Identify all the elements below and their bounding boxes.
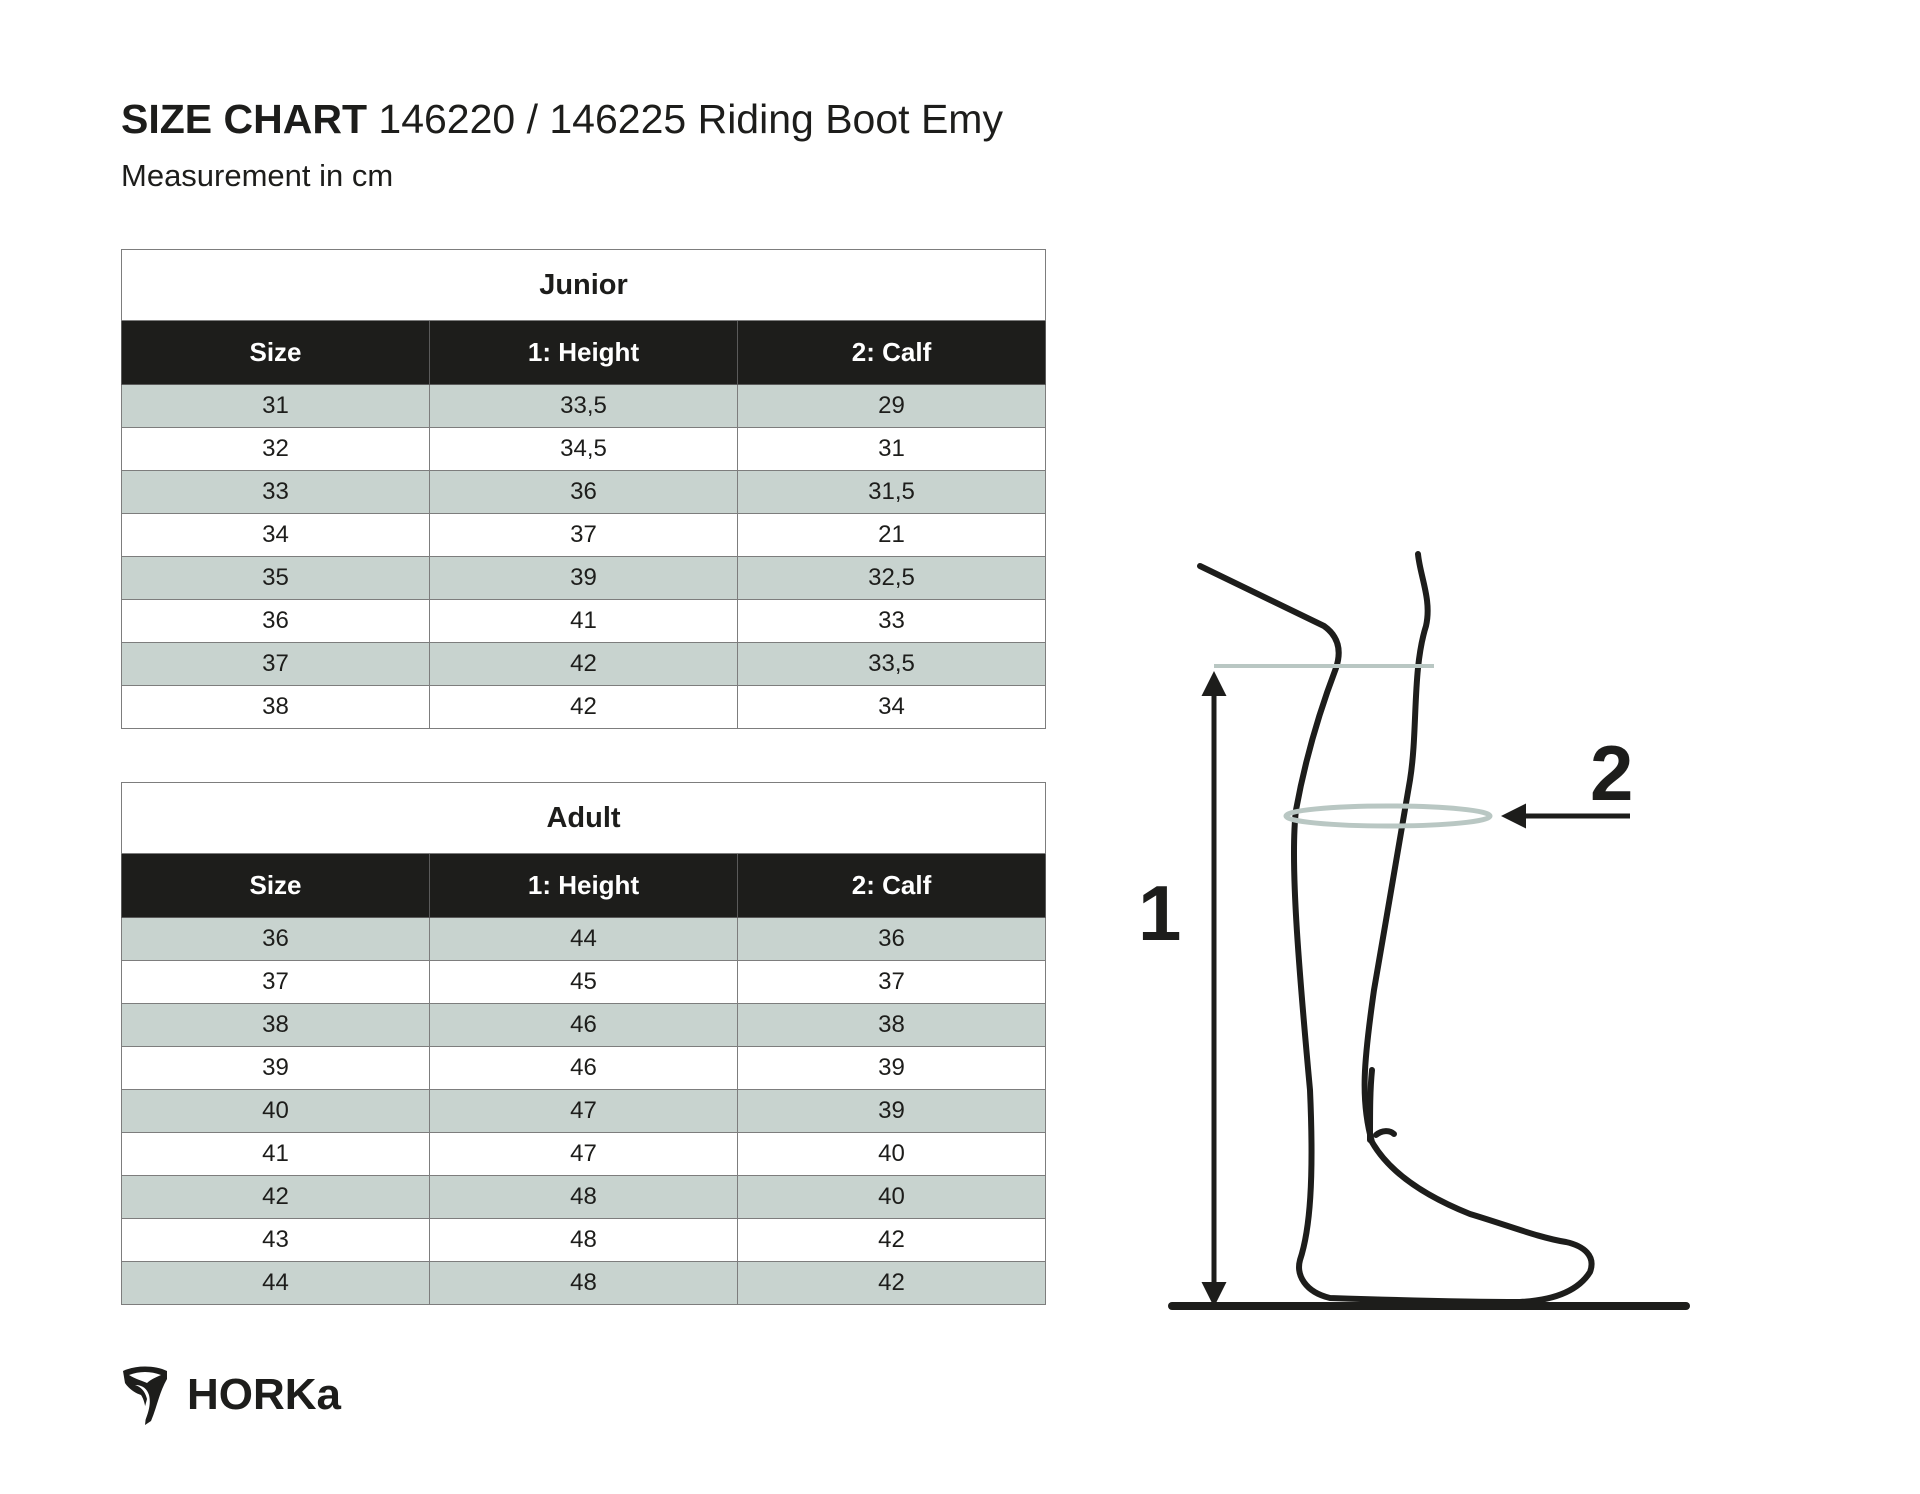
title-product: 146220 / 146225 Riding Boot Emy xyxy=(367,96,1003,142)
calf-cell: 34 xyxy=(738,686,1046,729)
height-cell: 46 xyxy=(430,1004,738,1047)
table-row xyxy=(122,961,1046,1004)
table-row xyxy=(122,428,1046,471)
height-cell: 47 xyxy=(430,1090,738,1133)
size-cell: 38 xyxy=(122,1004,430,1047)
size-cell: 36 xyxy=(122,918,430,961)
size-cell: 41 xyxy=(122,1133,430,1176)
table-caption: Junior xyxy=(122,250,1046,321)
calf-cell: 40 xyxy=(738,1133,1046,1176)
calf-cell: 42 xyxy=(738,1219,1046,1262)
size-cell: 36 xyxy=(122,600,430,643)
size-cell: 44 xyxy=(122,1262,430,1305)
height-cell: 37 xyxy=(430,514,738,557)
height-cell: 34,5 xyxy=(430,428,738,471)
table-caption: Adult xyxy=(122,783,1046,854)
title-bold: SIZE CHART xyxy=(121,96,367,142)
table-row xyxy=(122,1133,1046,1176)
size-cell: 31 xyxy=(122,385,430,428)
height-cell: 48 xyxy=(430,1219,738,1262)
calf-cell: 21 xyxy=(738,514,1046,557)
page-subtitle: Measurement in cm xyxy=(121,158,394,193)
height-cell: 41 xyxy=(430,600,738,643)
calf-cell: 39 xyxy=(738,1047,1046,1090)
table-row xyxy=(122,1090,1046,1133)
column-header-size: Size xyxy=(122,854,430,918)
size-cell: 37 xyxy=(122,643,430,686)
column-header-size: Size xyxy=(122,321,430,385)
calf-cell: 32,5 xyxy=(738,557,1046,600)
table-row xyxy=(122,686,1046,729)
height-cell: 48 xyxy=(430,1176,738,1219)
height-cell: 36 xyxy=(430,471,738,514)
table-row xyxy=(122,1047,1046,1090)
table-row xyxy=(122,643,1046,686)
table-row xyxy=(122,557,1046,600)
calf-cell: 33 xyxy=(738,600,1046,643)
column-header-height: 1: Height xyxy=(430,321,738,385)
size-cell: 37 xyxy=(122,961,430,1004)
size-cell: 39 xyxy=(122,1047,430,1090)
calf-cell: 42 xyxy=(738,1262,1046,1305)
table-row xyxy=(122,471,1046,514)
height-cell: 33,5 xyxy=(430,385,738,428)
calf-cell: 38 xyxy=(738,1004,1046,1047)
calf-cell: 40 xyxy=(738,1176,1046,1219)
calf-cell: 36 xyxy=(738,918,1046,961)
table-row xyxy=(122,1004,1046,1047)
size-cell: 33 xyxy=(122,471,430,514)
size-cell: 40 xyxy=(122,1090,430,1133)
table-row xyxy=(122,600,1046,643)
column-header-calf: 2: Calf xyxy=(738,854,1046,918)
height-cell: 45 xyxy=(430,961,738,1004)
size-cell: 38 xyxy=(122,686,430,729)
calf-circumference-ring xyxy=(1286,806,1490,826)
page-title xyxy=(121,96,1003,143)
column-header-height: 1: Height xyxy=(430,854,738,918)
horse-head-icon xyxy=(123,1367,167,1426)
calf-cell: 33,5 xyxy=(738,643,1046,686)
calf-cell: 31,5 xyxy=(738,471,1046,514)
boot-measurement-diagram xyxy=(1120,540,1720,1320)
height-measure-label: 1 xyxy=(1138,869,1182,957)
table-row xyxy=(122,1219,1046,1262)
height-cell: 47 xyxy=(430,1133,738,1176)
height-cell: 42 xyxy=(430,686,738,729)
height-cell: 44 xyxy=(430,918,738,961)
size-cell: 43 xyxy=(122,1219,430,1262)
calf-cell: 39 xyxy=(738,1090,1046,1133)
size-cell: 35 xyxy=(122,557,430,600)
table-row xyxy=(122,1262,1046,1305)
height-cell: 46 xyxy=(430,1047,738,1090)
calf-measure-label: 2 xyxy=(1590,729,1634,817)
table-row xyxy=(122,385,1046,428)
size-cell: 34 xyxy=(122,514,430,557)
table-row xyxy=(122,1176,1046,1219)
calf-cell: 29 xyxy=(738,385,1046,428)
logo-wordmark: HORKa xyxy=(187,1370,342,1419)
height-cell: 42 xyxy=(430,643,738,686)
adult-size-table xyxy=(121,782,1046,1305)
calf-cell: 31 xyxy=(738,428,1046,471)
calf-cell: 37 xyxy=(738,961,1046,1004)
table-row xyxy=(122,918,1046,961)
height-cell: 48 xyxy=(430,1262,738,1305)
column-header-calf: 2: Calf xyxy=(738,321,1046,385)
table-row xyxy=(122,514,1046,557)
horka-logo xyxy=(121,1363,366,1427)
junior-size-table xyxy=(121,249,1046,729)
size-cell: 42 xyxy=(122,1176,430,1219)
height-cell: 39 xyxy=(430,557,738,600)
size-cell: 32 xyxy=(122,428,430,471)
